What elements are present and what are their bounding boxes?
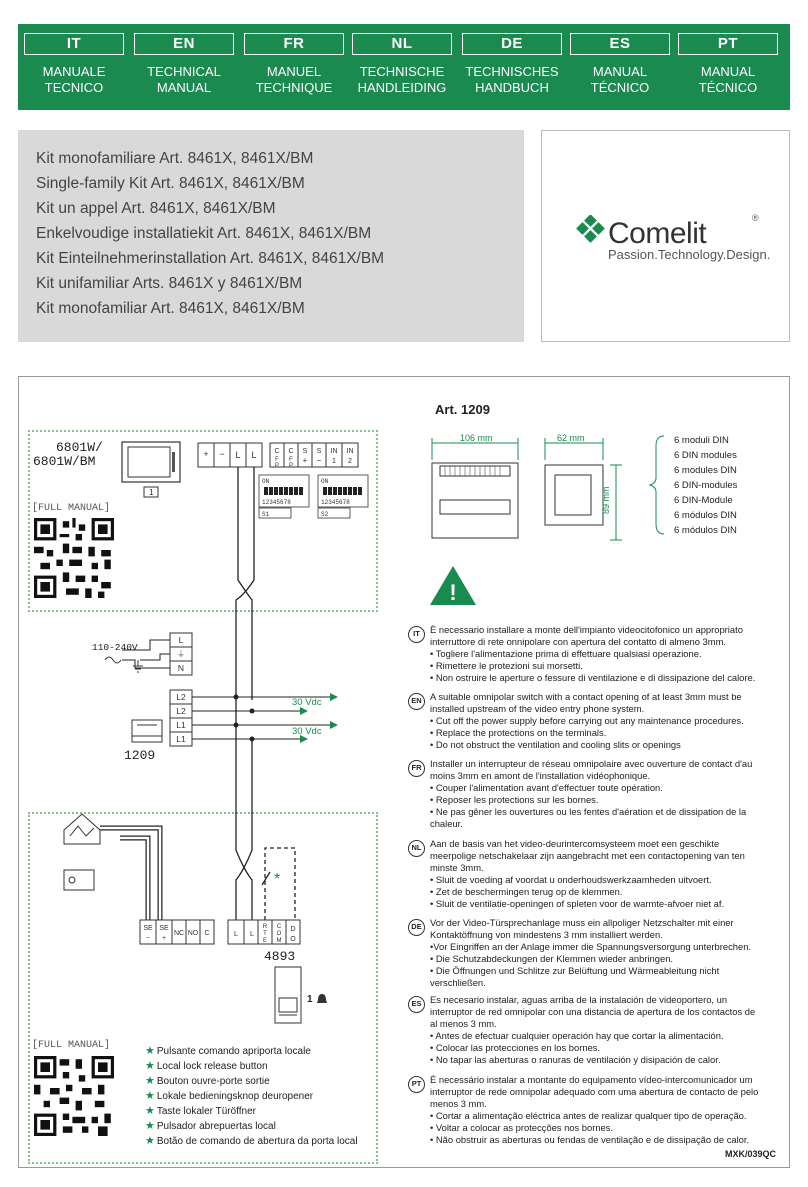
svg-text:L: L bbox=[235, 450, 241, 460]
warning-line: minste 3mm. bbox=[430, 862, 484, 873]
lang-badge-pt: PT bbox=[408, 1076, 425, 1093]
svg-text:R: R bbox=[262, 924, 268, 930]
din-module-item: 6 DIN-Module bbox=[674, 495, 733, 506]
star-icon: ★ bbox=[145, 1105, 155, 1117]
lang-title: MANUALE TECNICO bbox=[42, 64, 106, 95]
lang-badge-en: EN bbox=[408, 693, 425, 710]
warning-line: • Die Öffnungen und Schlitze zur Belüftung und Wärmeableitung nicht bbox=[430, 965, 720, 976]
full-manual-label: [FULL MANUAL] bbox=[32, 503, 111, 514]
warning-line: • Do not obstruct the ventilation and cooling slits or openings bbox=[430, 739, 681, 750]
warning-line: • Antes de efectuar cualquier operación hay que cortar la alimentación. bbox=[430, 1030, 724, 1041]
svg-text:IN: IN bbox=[346, 448, 354, 455]
warning-line: interruptor de rede omnipolar adequado com uma abertura de contacto de pelo bbox=[430, 1086, 759, 1097]
lang-code: FR bbox=[244, 33, 344, 55]
warning-line: • Rimettere le protezioni sui morsetti. bbox=[430, 660, 583, 671]
svg-text:IN: IN bbox=[330, 448, 338, 455]
star-icon: ★ bbox=[145, 1090, 155, 1102]
lang-code: ES bbox=[570, 33, 670, 55]
lang-badge-nl: NL bbox=[408, 840, 425, 857]
svg-text:NO: NO bbox=[187, 930, 199, 937]
warning-line: • Zet de beschermingen terug op de klemmen. bbox=[430, 886, 623, 897]
warning-line: meerpolige netschakelaar zijn aangebracht met een contactopening van ten bbox=[430, 850, 745, 861]
legend-item: ★ Local lock release button bbox=[145, 1060, 268, 1072]
svg-text:ON: ON bbox=[262, 478, 270, 485]
warning-line: interruptor de red omnipolar con una distancia de apertura de los contactos de bbox=[430, 1006, 756, 1017]
din-module-item: 6 módulos DIN bbox=[674, 510, 737, 521]
legend-item: ★ Bouton ouvre-porte sortie bbox=[145, 1075, 270, 1087]
kit-title-pt: Kit monofamiliar Art. 8461X, 8461X/BM bbox=[36, 300, 305, 317]
legend-item: ★ Taste lokaler Türöffner bbox=[145, 1105, 257, 1117]
din-module-item: 6 modules DIN bbox=[674, 465, 737, 476]
logo-registered: ® bbox=[752, 213, 759, 223]
warning-line: Aan de basis van het video-deurintercomsysteem moet een geschikte bbox=[430, 838, 720, 849]
warning-line: È necessario installare a monte dell'impianto videocitofonico un appropriato bbox=[430, 624, 743, 635]
document-code: MXK/039QC bbox=[724, 1149, 776, 1159]
warning-line: Vor der Video-Türsprechanlage muss ein allpoliger Netzschalter mit einer bbox=[430, 917, 734, 928]
svg-text:C: C bbox=[276, 924, 282, 930]
svg-text:12345678: 12345678 bbox=[321, 499, 350, 506]
art-title: Art. 1209 bbox=[435, 402, 490, 417]
warning-line: A suitable omnipolar switch with a contact opening of at least 3mm must be bbox=[430, 691, 742, 702]
warning-line: Es necesario instalar, aguas arriba de la instalación de videoportero, un bbox=[430, 994, 728, 1005]
warning-line: • Replace the protections on the terminals. bbox=[430, 727, 607, 738]
svg-text:F: F bbox=[289, 457, 293, 463]
svg-text:1: 1 bbox=[332, 458, 336, 465]
warning-line: • Reposer les protections sur les bornes. bbox=[430, 794, 599, 805]
svg-text:+: + bbox=[203, 449, 209, 459]
svg-text:L: L bbox=[250, 931, 254, 938]
svg-text:ON: ON bbox=[321, 478, 329, 485]
kit-title-en: Single-family Kit Art. 8461X, 8461X/BM bbox=[36, 175, 305, 192]
svg-text:+: + bbox=[302, 456, 308, 465]
monitor-model-label-bm: 6801W/BM bbox=[33, 454, 96, 469]
psu-model-label: 1209 bbox=[124, 748, 156, 763]
svg-text:SE: SE bbox=[159, 925, 169, 932]
dim-height: 89 mm bbox=[601, 486, 611, 514]
full-manual-label-2: [FULL MANUAL] bbox=[32, 1040, 111, 1051]
lang-code: DE bbox=[462, 33, 562, 55]
panel-count: 1 bbox=[307, 994, 313, 1005]
kit-title-fr: Kit un appel Art. 8461X, 8461X/BM bbox=[36, 200, 276, 217]
svg-text:S: S bbox=[302, 448, 308, 455]
lang-code: NL bbox=[352, 33, 452, 55]
lang-badge-es: ES bbox=[408, 996, 425, 1013]
legend-item: ★ Botão de comando de abertura da porta local bbox=[145, 1135, 358, 1147]
warning-line: • Ne pas gêner les ouvertures ou les fentes d'aération et de dissipation de la bbox=[430, 806, 747, 817]
lang-badge-de: DE bbox=[408, 919, 425, 936]
warning-line: • Die Schutzabdeckungen der Klemmen wieder anbringen. bbox=[430, 953, 674, 964]
kit-title-it: Kit monofamiliare Art. 8461X, 8461X/BM bbox=[36, 150, 314, 167]
star-icon: ★ bbox=[145, 1075, 155, 1087]
kit-title-es: Kit unifamiliar Arts. 8461X y 8461X/BM bbox=[36, 275, 303, 292]
svg-text:C: C bbox=[288, 448, 294, 455]
kit-title-de: Kit Einteilnehmerinstallation Art. 8461X, 8461X/BM bbox=[36, 250, 385, 267]
svg-text:SE: SE bbox=[143, 925, 153, 932]
svg-text:D: D bbox=[290, 926, 296, 933]
warning-line: interruttore di rete onnipolare con apertura del contatto di almeno 3mm. bbox=[430, 636, 726, 647]
svg-text:C: C bbox=[204, 930, 210, 937]
dim-width: 106 mm bbox=[460, 433, 493, 443]
kit-title-nl: Enkelvoudige installatiekit Art. 8461X, 8461X/BM bbox=[36, 225, 372, 242]
svg-text:P: P bbox=[288, 463, 294, 469]
svg-text:L2: L2 bbox=[176, 692, 186, 702]
star-icon: ★ bbox=[145, 1135, 155, 1147]
warning-line: • Colocar las protecciones en los bornes. bbox=[430, 1042, 601, 1053]
warning-line: • Cortar a alimentação eléctrica antes de realizar qualquer tipo de operação. bbox=[430, 1110, 747, 1121]
svg-text:L: L bbox=[251, 450, 257, 460]
supply-voltage-label: 110-240V bbox=[92, 642, 138, 653]
dim-depth: 62 mm bbox=[557, 433, 585, 443]
svg-text:L: L bbox=[178, 635, 184, 645]
svg-text:+: + bbox=[161, 935, 167, 942]
svg-text:F: F bbox=[275, 457, 279, 463]
svg-text:S: S bbox=[316, 448, 322, 455]
svg-text:S1: S1 bbox=[262, 511, 270, 518]
legend-item: ★ Pulsante comando apriporta locale bbox=[145, 1045, 311, 1057]
warning-line: • Cut off the power supply before carrying out any maintenance procedures. bbox=[430, 715, 744, 726]
svg-text:M: M bbox=[276, 938, 282, 944]
svg-text:S2: S2 bbox=[321, 511, 329, 518]
svg-text:O: O bbox=[290, 936, 296, 943]
lang-title: MANUEL TECHNIQUE bbox=[255, 64, 333, 95]
warning-line: • Sluit de ventilatie-openingen of spleten voor de warmte-afvoer niet af. bbox=[430, 898, 725, 909]
lang-code: IT bbox=[24, 33, 124, 55]
voltage-output-1: 30 Vdc bbox=[292, 697, 322, 708]
din-module-item: 6 DIN modules bbox=[674, 450, 737, 461]
warning-line: chaleur. bbox=[430, 818, 463, 829]
warning-line: Installer un interrupteur de réseau omnipolaire avec ouverture de contact d'au bbox=[430, 758, 753, 769]
monitor-id: 1 bbox=[149, 488, 154, 497]
lang-title: MANUAL TÉCNICO bbox=[698, 64, 758, 95]
warning-line: moins 3mm en amont de l'installation vidéophonique. bbox=[430, 770, 651, 781]
svg-text:E: E bbox=[262, 938, 268, 944]
svg-text:C: C bbox=[274, 448, 280, 455]
svg-text:−: − bbox=[219, 449, 225, 459]
lang-title: TECHNISCHE HANDLEIDING bbox=[357, 64, 447, 95]
svg-text:12345678: 12345678 bbox=[262, 499, 291, 506]
warning-line: • Voltar a colocar as protecções nos bornes. bbox=[430, 1122, 614, 1133]
warning-line: •Vor Eingriffen an der Anlage immer die Spannungsversorgung unterbrechen. bbox=[430, 941, 752, 952]
svg-text:NC: NC bbox=[173, 930, 185, 937]
warning-line: • Togliere l'alimentazione prima di effettuare qualsiasi operazione. bbox=[430, 648, 702, 659]
lang-title: TECHNISCHES HANDBUCH bbox=[465, 64, 559, 95]
star-icon: ★ bbox=[145, 1060, 155, 1072]
svg-text:T: T bbox=[263, 931, 267, 937]
svg-text:L: L bbox=[234, 931, 238, 938]
svg-text:P: P bbox=[274, 463, 280, 469]
svg-text:O: O bbox=[276, 931, 282, 937]
svg-text:2: 2 bbox=[348, 458, 352, 465]
warning-line: installed upstream of the video entry phone system. bbox=[430, 703, 645, 714]
svg-text:⏚: ⏚ bbox=[176, 649, 186, 659]
voltage-output-2: 30 Vdc bbox=[292, 726, 322, 737]
din-module-item: 6 moduli DIN bbox=[674, 435, 729, 446]
din-module-item: 6 DIN-modules bbox=[674, 480, 738, 491]
warning-line: • No tapar las aberturas o ranuras de ventilación y disipación de calor. bbox=[430, 1054, 721, 1065]
svg-text:L1: L1 bbox=[176, 734, 186, 744]
warning-line: • Non ostruire le aperture o fessure di ventilazione e di dissipazione del calore. bbox=[430, 672, 756, 683]
warning-line: Kontaktöffnung von mindestens 3 mm installiert werden. bbox=[430, 929, 663, 940]
warning-line: menos 3 mm. bbox=[430, 1098, 487, 1109]
lang-badge-fr: FR bbox=[408, 760, 425, 777]
monitor-model-label: 6801W/ bbox=[56, 440, 103, 455]
lang-code: PT bbox=[678, 33, 778, 55]
lang-code: EN bbox=[134, 33, 234, 55]
panel-model-label: 4893 bbox=[264, 949, 296, 964]
svg-text:!: ! bbox=[449, 580, 457, 605]
lang-badge-it: IT bbox=[408, 626, 425, 643]
din-module-item: 6 módulos DIN bbox=[674, 525, 737, 536]
svg-text:L1: L1 bbox=[176, 720, 186, 730]
warning-line: al menos 3 mm. bbox=[430, 1018, 497, 1029]
qr-code-icon bbox=[34, 1056, 114, 1136]
warning-line: verschließen. bbox=[430, 977, 486, 988]
lang-title: TECHNICAL MANUAL bbox=[147, 64, 221, 95]
svg-text:L2: L2 bbox=[176, 706, 186, 716]
logo-wordmark: Comelit bbox=[608, 217, 707, 250]
warning-line: • Não obstruir as aberturas ou fendas de ventilação e de dissipação de calor. bbox=[430, 1134, 750, 1145]
warning-line: • Couper l'alimentation avant d'effectuer toute opération. bbox=[430, 782, 663, 793]
star-icon: ★ bbox=[145, 1045, 155, 1057]
legend-item: ★ Lokale bedieningsknop deuropener bbox=[145, 1090, 314, 1102]
qr-code-icon bbox=[34, 518, 114, 598]
star-icon: ★ bbox=[145, 1120, 155, 1132]
svg-text:*: * bbox=[274, 871, 281, 888]
logo-tagline: Passion.Technology.Design. bbox=[608, 247, 771, 262]
svg-text:N: N bbox=[177, 663, 185, 673]
lang-title: MANUAL TÉCNICO bbox=[590, 64, 650, 95]
svg-text:−: − bbox=[145, 935, 151, 942]
warning-line: • Sluit de voeding af voordat u onderhoudswerkzaamheden uitvoert. bbox=[430, 874, 712, 885]
warning-line: É necessário instalar a montante do equipamento vídeo-intercomunicador um bbox=[430, 1074, 753, 1085]
svg-text:−: − bbox=[316, 456, 322, 465]
legend-item: ★ Pulsador abrepuertas local bbox=[145, 1120, 276, 1132]
